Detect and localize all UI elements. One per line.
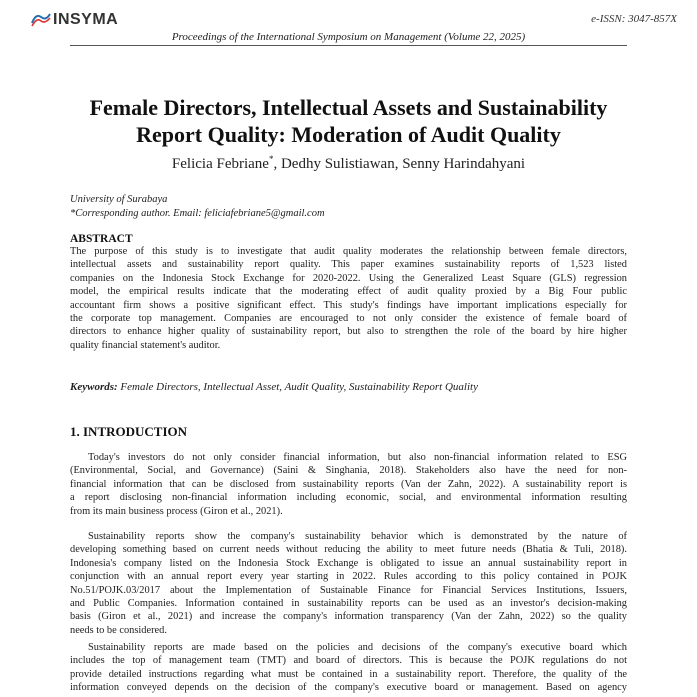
- corresponding-mark: *: [268, 154, 274, 164]
- intro-paragraph-1: [70, 451, 627, 518]
- author-1: Felicia Febriane: [171, 156, 269, 172]
- authors: [0, 154, 697, 173]
- header-rule: [70, 45, 627, 46]
- keywords-text: Female Directors, Intellectual Asset, Audit Quality, Sustainability Report Quality: [120, 381, 478, 393]
- affiliation: University of Surabaya: [70, 194, 168, 205]
- keywords: [70, 381, 478, 393]
- keywords-label: Keywords:: [70, 381, 118, 393]
- title-line-1: Female Directors, Intellectual Assets and Sustainability: [89, 95, 608, 120]
- intro-line: provide detailed instructions regarding what must be contained in a sustainability report. Therefore, the quality of the: [70, 668, 627, 680]
- intro-line: from its main business process (Giron et al., 2021).: [70, 505, 283, 517]
- intro-line: a report disclosing non-financial information including economic, social, and environmental information resulting: [70, 492, 627, 504]
- intro-line: conjunction with an annual report every year starting in 2022. Rules according to this policy contained in POJK: [70, 571, 627, 583]
- paper-title: [40, 94, 657, 148]
- intro-paragraph-3: [70, 641, 627, 695]
- logo-text: INSYMA: [53, 11, 119, 28]
- intro-line: Indonesia's company listed on the Indonesia Stock Exchange is obligated to issue an annual sustainability report in: [70, 557, 627, 569]
- introduction-heading: 1. INTRODUCTION: [70, 424, 188, 439]
- intro-line: basis (Giron et al., 2021) and increase the company's information transparency (Van der Zahn, 2022) so the quality: [70, 611, 627, 623]
- intro-line: Sustainability reports are made based on the policies and decisions of the company's executive board which: [88, 642, 627, 653]
- abstract-line: directors to enhance higher quality of sustainability report, but also to strengthen the role of the board by hire higher: [70, 326, 627, 338]
- abstract-line: intellectual assets and sustainability report quality. This paper examines sustainability reports of 1,523 listed: [70, 259, 627, 271]
- abstract-line: model, the empirical results indicate that the moderating effect of audit quality proxied by a Big Four public: [70, 286, 627, 298]
- intro-line: includes the top of management team (TMT) and board of directors. This is because the POJK regulations do not: [70, 655, 627, 667]
- intro-line: Today's investors do not only consider financial information, but also non-financial information related to ESG: [88, 452, 627, 463]
- abstract-heading: ABSTRACT: [70, 233, 133, 245]
- intro-line: and Public Companies. Information contained in sustainability reports can be used as an investor's decision-making: [70, 598, 627, 610]
- intro-line: No.51/POJK.03/2017 about the Implementation of Sustainable Finance for Financial Services Institutions, Issuers,: [70, 584, 627, 596]
- abstract-line: quality financial statement's auditor.: [70, 339, 221, 351]
- intro-line: financial information that can be disclosed from sustainability reports (Van der Zahn, 2022). A sustainability report is: [70, 478, 627, 490]
- intro-line: Sustainability reports show the company's sustainability behavior which is demonstrated by the nature of: [88, 531, 627, 542]
- intro-line: (Environmental, Social, and Governance) (Saini & Singhania, 2018). Stakeholders also have the need for non-: [70, 465, 627, 477]
- affiliation-block: [70, 193, 325, 221]
- abstract-line: companies on the Indonesia Stock Exchange for 2020-2022. Using the Generalized Least Square (GLS) regression: [70, 272, 627, 284]
- abstract-line: The purpose of this study is to investigate that audit quality moderates the relationship between female directors,: [70, 246, 627, 257]
- issn: e-ISSN: 3047-857X: [591, 13, 677, 25]
- authors-rest: , Dedhy Sulistiawan, Senny Harindahyani: [273, 156, 526, 172]
- proceedings-line: Proceedings of the International Symposium on Management (Volume 22, 2025): [171, 31, 526, 43]
- insyma-logo: [30, 9, 118, 31]
- intro-line: needs to be considered.: [70, 624, 167, 636]
- corresponding-author: *Corresponding author. Email: feliciafebriane5@gmail.com: [70, 208, 325, 219]
- intro-line: developing something based on current needs without reducing the ability to meet future needs (Bhatia & Tuli, 2018).: [70, 544, 627, 556]
- title-line-2: Report Quality: Moderation of Audit Quality: [136, 122, 561, 147]
- abstract-text: [70, 245, 627, 352]
- insyma-logo-mark-icon: [30, 11, 52, 29]
- abstract-line: the corporate top management. Companies are encouraged to not only consider the existence of female board of: [70, 313, 627, 325]
- intro-line: information conveyed depends on the decision of the company's executive board or management. Based on agency: [70, 682, 627, 694]
- abstract-line: accountant firm shows a positive significant effect. This study's findings have important implications especially for: [70, 299, 627, 311]
- intro-paragraph-2: [70, 530, 627, 637]
